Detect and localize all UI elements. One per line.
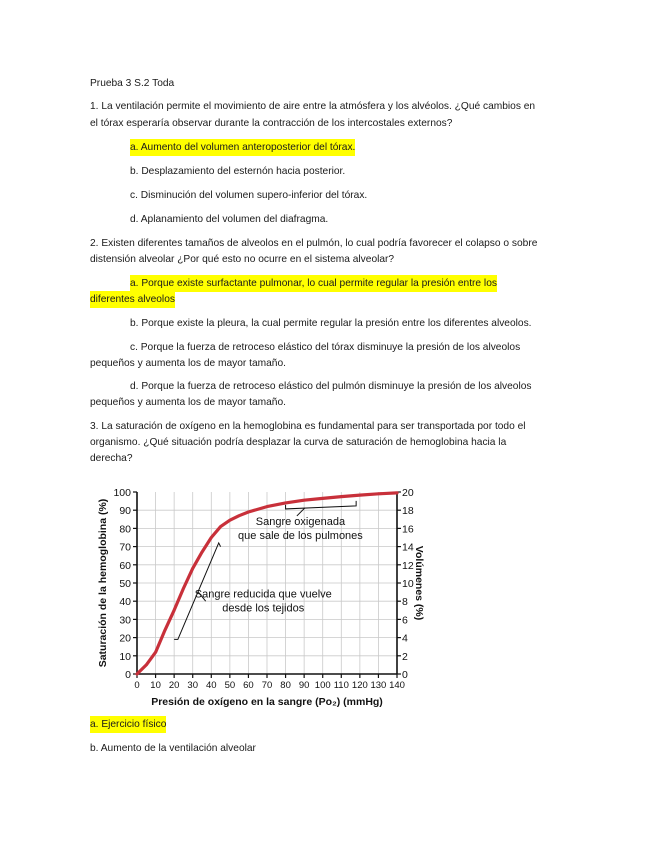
annotation-reduced-line-2: desde los tejidos <box>222 602 305 615</box>
question-3-line-2: organismo. ¿Qué situación podría desplazar la curva de saturación de hemoglobina hacia la <box>90 437 507 448</box>
x-tick-label: 60 <box>243 680 254 691</box>
question-3-line-3: derecha? <box>90 453 133 464</box>
x-tick-label: 120 <box>351 680 368 691</box>
x-tick-label: 10 <box>150 680 161 691</box>
question-3-option-a: a. Ejercicio físico <box>90 716 166 733</box>
question-1-option-a: a. Aumento del volumen anteroposterior del tórax. <box>130 139 355 156</box>
y-tick-label: 10 <box>119 650 131 663</box>
question-2-option-c-line-2: pequeños y aumenta los de mayor tamaño. <box>90 358 286 369</box>
question-1-line-2: el tórax esperaría observar durante la contracción de los intercostales externos? <box>90 118 453 129</box>
y-tick-label: 30 <box>119 614 131 627</box>
y-axis-label: Saturación de la hemoglobina (%) <box>97 498 109 668</box>
question-2-option-a-line-2: diferentes alveolos <box>90 291 175 308</box>
y2-tick-label: 0 <box>402 669 408 681</box>
question-1-option-c: c. Disminución del volumen supero-inferior del tórax. <box>130 190 368 201</box>
y2-tick-label: 8 <box>402 596 408 609</box>
x-tick-label: 90 <box>298 680 310 691</box>
y-tick-label: 70 <box>119 541 131 554</box>
x-tick-label: 40 <box>205 680 217 691</box>
x-tick-label: 130 <box>370 680 387 691</box>
oxygen-hemoglobin-dissociation-chart <box>92 478 425 714</box>
question-1-option-b: b. Desplazamiento del esternón hacia posterior. <box>130 166 346 177</box>
question-3-option-b: b. Aumento de la ventilación alveolar <box>90 743 256 754</box>
question-2-option-c-line-1: c. Porque la fuerza de retroceso elástico del tórax disminuye la presión de los alveolos <box>130 342 521 353</box>
y-tick-label: 40 <box>119 596 131 609</box>
y-tick-label: 80 <box>119 523 131 536</box>
question-2-option-a-line-1: a. Porque existe surfactante pulmonar, lo cual permite regular la presión entre los <box>130 275 497 292</box>
y2-tick-label: 4 <box>402 632 408 645</box>
question-2-option-d-line-2: pequeños y aumenta los de mayor tamaño. <box>90 397 286 408</box>
question-2-option-b: b. Porque existe la pleura, la cual permite regular la presión entre los diferentes alveolos. <box>130 318 532 329</box>
question-3-line-1: 3. La saturación de oxígeno en la hemoglobina es fundamental para ser transportada por todo el <box>90 421 526 432</box>
y2-axis-label: Volúmenes (%) <box>413 545 425 621</box>
y2-tick-label: 16 <box>402 523 414 536</box>
y2-tick-label: 10 <box>402 578 414 590</box>
x-tick-label: 140 <box>389 680 405 691</box>
y2-tick-label: 20 <box>402 487 414 499</box>
y-tick-label: 90 <box>119 505 131 518</box>
document-title: Prueba 3 S.2 Toda <box>90 78 175 89</box>
question-1-option-d: d. Aplanamiento del volumen del diafragma. <box>130 214 329 225</box>
y2-tick-label: 6 <box>402 614 408 627</box>
x-tick-label: 30 <box>187 680 199 691</box>
annotation-oxygenated-line-2: que sale de los pulmones <box>238 529 363 542</box>
question-2-line-2: distensión alveolar ¿Por qué esto no ocurre en el sistema alveolar? <box>90 254 395 265</box>
question-1-line-1: 1. La ventilación permite el movimiento de aire entre la atmósfera y los alvéolos. ¿Qué cambios en <box>90 101 536 112</box>
x-tick-label: 50 <box>224 680 236 691</box>
y-tick-label: 60 <box>119 559 131 572</box>
annotation-oxygenated-line-1: Sangre oxigenada <box>255 515 346 528</box>
y2-tick-label: 18 <box>402 505 414 518</box>
x-tick-label: 80 <box>280 680 291 691</box>
y2-tick-label: 14 <box>402 541 414 554</box>
y-tick-label: 100 <box>113 487 131 499</box>
question-2-option-d-line-1: d. Porque la fuerza de retroceso elástico del pulmón disminuye la presión de los alveolos <box>130 381 532 392</box>
x-tick-label: 70 <box>261 680 273 691</box>
y-tick-label: 20 <box>119 632 131 645</box>
x-tick-label: 110 <box>333 680 349 691</box>
question-2-line-1: 2. Existen diferentes tamaños de alveolos en el pulmón, lo cual podría favorecer el colapso o sobre <box>90 238 538 249</box>
x-tick-label: 20 <box>168 680 180 691</box>
annotation-reduced-line-1: Sangre reducida que vuelve <box>194 588 332 601</box>
y2-tick-label: 12 <box>402 559 414 572</box>
x-axis-label: Presión de oxígeno en la sangre (Po₂) (mmHg) <box>151 696 383 708</box>
y2-tick-label: 2 <box>402 650 408 663</box>
y-tick-label: 0 <box>125 669 131 681</box>
x-tick-label: 100 <box>314 680 331 691</box>
y-tick-label: 50 <box>119 578 131 590</box>
x-tick-label: 0 <box>134 680 140 691</box>
